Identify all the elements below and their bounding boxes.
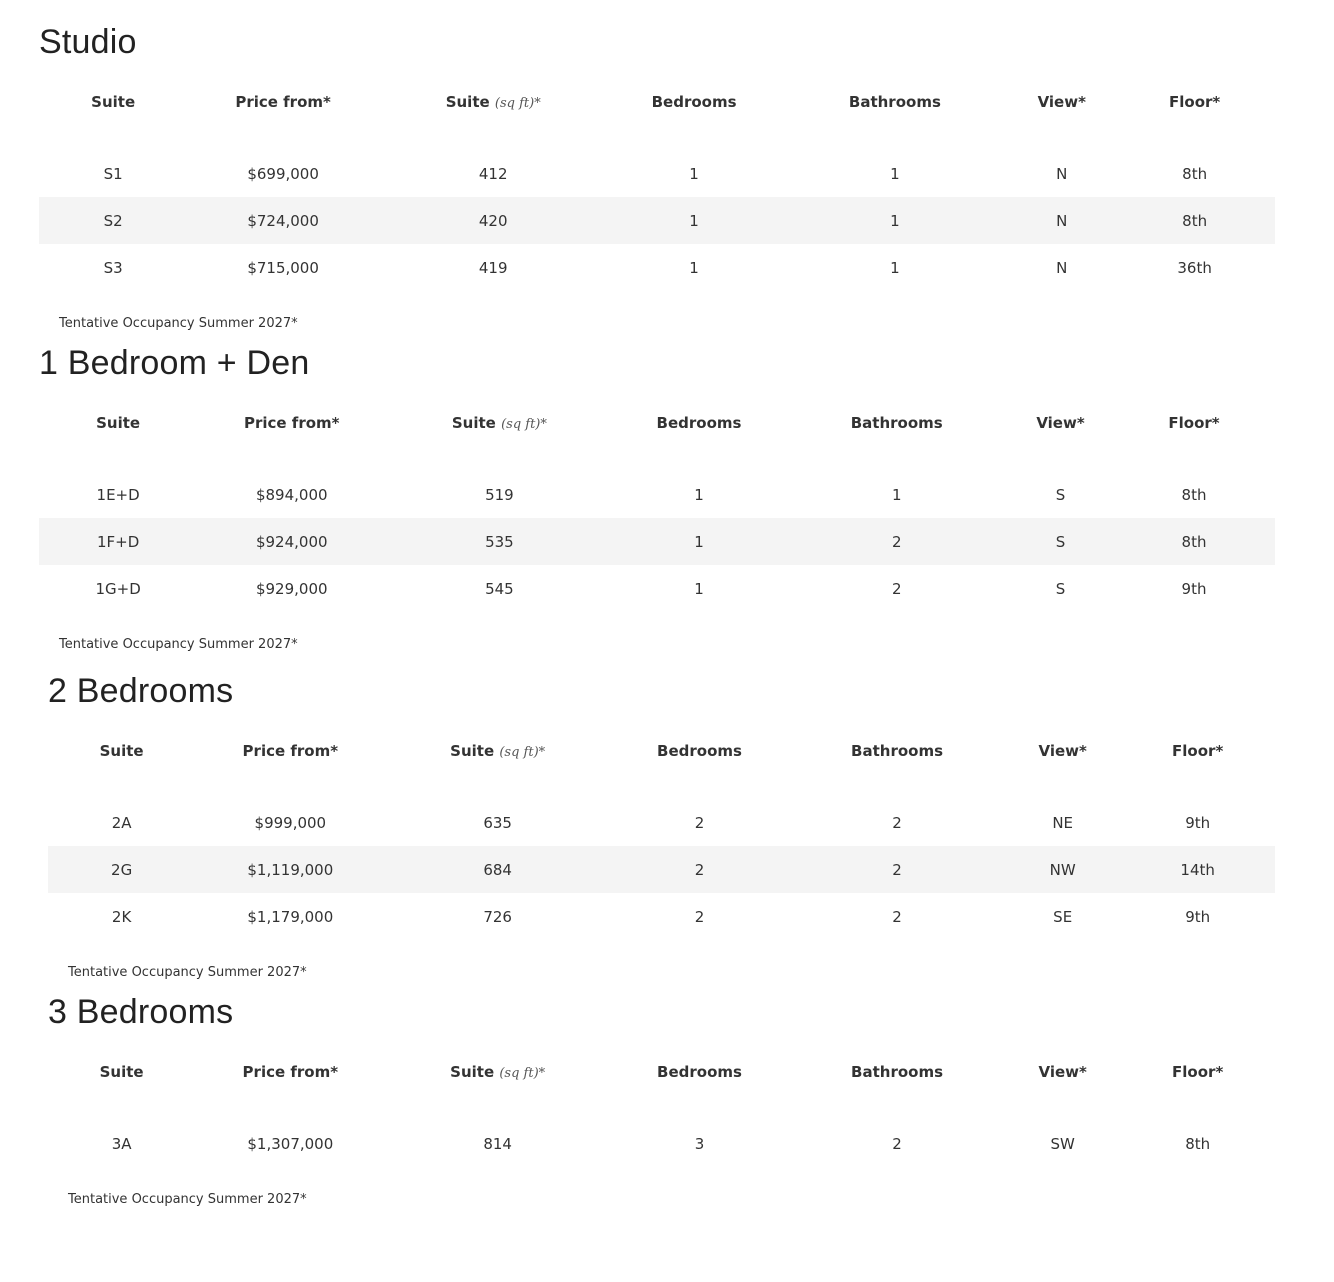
col-header-suite: Suite [99,742,144,760]
cell-floor: 9th [1181,579,1207,598]
cell-view: S [1008,518,1113,565]
cell-floor: 8th [1185,1134,1211,1153]
col-header-bathrooms: Bathrooms [850,414,943,432]
occupancy-note: Tentative Occupancy Summer 2027* [59,637,298,652]
cell-floor: 14th [1120,846,1275,893]
cell-price: $1,307,000 [247,1134,334,1153]
section-2-bedrooms [48,668,1275,982]
cell-view: N [1009,197,1114,244]
col-header-area-label: Suite [450,1063,495,1081]
cell-area: 814 [483,1134,512,1153]
col-header-bedrooms: Bedrooms [657,1063,742,1081]
cell-suite: 1F+D [39,518,197,565]
cell-area: 726 [483,907,512,926]
cell-bathrooms: 1 [890,258,900,277]
section-studio [39,19,1275,333]
cell-floor: 8th [1181,485,1207,504]
cell-view: SW [1050,1134,1075,1153]
cell-suite: S1 [103,164,123,183]
col-header-view: View* [1038,1063,1087,1081]
cell-floor: 9th [1185,907,1211,926]
section-title: 1 Bedroom + Den [39,344,310,382]
col-header-floor: Floor* [1172,1063,1224,1081]
cell-bathrooms: 2 [892,907,902,926]
col-header-area-label: Suite [450,742,495,760]
section-3-bedrooms [48,989,1275,1209]
col-header-view: View* [1036,414,1085,432]
col-header-area-unit: (sq ft)* [494,96,541,111]
col-header-bathrooms: Bathrooms [851,1063,944,1081]
col-header-area [379,74,608,140]
col-header-area [385,1044,610,1110]
cell-price: $999,000 [254,813,327,832]
cell-suite: S3 [103,258,123,277]
col-header-area [385,723,610,789]
cell-view: NW [1005,846,1120,893]
section-1-bedroom-den [39,340,1275,654]
cell-bedrooms: 3 [694,1134,705,1153]
cell-bathrooms: 1 [890,164,900,183]
col-header-area-unit: (sq ft)* [501,417,547,432]
suite-table [48,723,1275,940]
col-header-floor: Floor* [1172,742,1224,760]
col-header-price: Price from* [242,742,339,760]
table-header-row [39,395,1275,461]
cell-view: SE [1053,907,1073,926]
cell-suite: 3A [111,1134,132,1153]
cell-area: 419 [478,258,508,277]
table-row [48,846,1275,893]
table-header-row [48,723,1275,789]
col-header-suite: Suite [96,414,141,432]
cell-area: 535 [386,518,612,565]
cell-suite: 1G+D [95,579,141,598]
table-row [39,461,1275,518]
col-header-area-unit: (sq ft)* [499,1066,546,1081]
cell-floor: 9th [1185,813,1211,832]
cell-price: $699,000 [247,164,319,183]
col-header-area-label: Suite [451,414,496,432]
cell-price: $1,179,000 [247,907,334,926]
cell-bedrooms: 1 [694,485,704,504]
cell-bedrooms: 2 [694,813,705,832]
cell-bedrooms: 2 [610,846,789,893]
cell-area: 635 [483,813,512,832]
occupancy-note: Tentative Occupancy Summer 2027* [68,965,307,980]
cell-suite: 1E+D [96,485,140,504]
cell-price: $924,000 [197,518,386,565]
col-header-bedrooms: Bedrooms [656,414,742,432]
col-header-area-label: Suite [445,93,490,111]
cell-price: $715,000 [247,258,319,277]
col-header-bedrooms: Bedrooms [657,742,742,760]
col-header-suite: Suite [91,93,136,111]
table-row [48,1110,1275,1167]
cell-price: $724,000 [187,197,379,244]
table-row [48,893,1275,940]
cell-bedrooms: 1 [689,258,699,277]
col-header-bedrooms: Bedrooms [651,93,737,111]
cell-bedrooms: 1 [608,197,781,244]
cell-bathrooms: 1 [781,197,1010,244]
cell-view: N [1056,258,1068,277]
cell-suite: 2K [111,907,132,926]
table-header-row [48,1044,1275,1110]
cell-bedrooms: 2 [694,907,705,926]
col-header-view: View* [1037,93,1086,111]
table-row [39,244,1275,291]
col-header-view: View* [1038,742,1087,760]
col-header-suite: Suite [99,1063,144,1081]
cell-area: 420 [379,197,608,244]
cell-bathrooms: 2 [892,813,902,832]
table-header-row [39,74,1275,140]
suite-table [48,1044,1275,1167]
section-title: 2 Bedrooms [48,672,234,710]
cell-bedrooms: 1 [694,579,704,598]
table-row [39,197,1275,244]
cell-bathrooms: 2 [786,518,1008,565]
cell-bathrooms: 2 [789,846,1005,893]
cell-area: 684 [385,846,610,893]
occupancy-note: Tentative Occupancy Summer 2027* [59,316,298,331]
cell-price: $894,000 [255,485,328,504]
col-header-area-unit: (sq ft)* [499,745,546,760]
occupancy-note: Tentative Occupancy Summer 2027* [68,1192,307,1207]
cell-floor: 8th [1114,197,1275,244]
cell-view: S [1055,485,1066,504]
cell-bathrooms: 2 [891,579,902,598]
col-header-bathrooms: Bathrooms [848,93,941,111]
col-header-price: Price from* [242,1063,339,1081]
table-row [39,140,1275,197]
cell-bedrooms: 1 [689,164,699,183]
cell-suite: S2 [39,197,187,244]
col-header-price: Price from* [243,414,340,432]
col-header-floor: Floor* [1168,414,1220,432]
suite-table [39,395,1275,612]
cell-suite: 2G [48,846,195,893]
cell-bathrooms: 2 [892,1134,902,1153]
cell-floor: 36th [1177,258,1212,277]
col-header-price: Price from* [235,93,331,111]
cell-suite: 2A [111,813,132,832]
suite-table [39,74,1275,291]
table-row [39,518,1275,565]
col-header-floor: Floor* [1169,93,1221,111]
cell-price: $929,000 [255,579,328,598]
cell-view: N [1056,164,1068,183]
cell-area: 519 [485,485,514,504]
table-row [48,789,1275,846]
cell-floor: 8th [1113,518,1275,565]
section-title: Studio [39,23,137,61]
cell-bathrooms: 1 [891,485,902,504]
cell-area: 545 [485,579,514,598]
cell-floor: 8th [1182,164,1208,183]
table-row [39,565,1275,612]
cell-view: S [1055,579,1066,598]
cell-view: NE [1052,813,1074,832]
col-header-bathrooms: Bathrooms [851,742,944,760]
cell-bedrooms: 1 [612,518,785,565]
col-header-area [386,395,612,461]
section-title: 3 Bedrooms [48,993,234,1031]
cell-price: $1,119,000 [195,846,385,893]
cell-area: 412 [478,164,508,183]
